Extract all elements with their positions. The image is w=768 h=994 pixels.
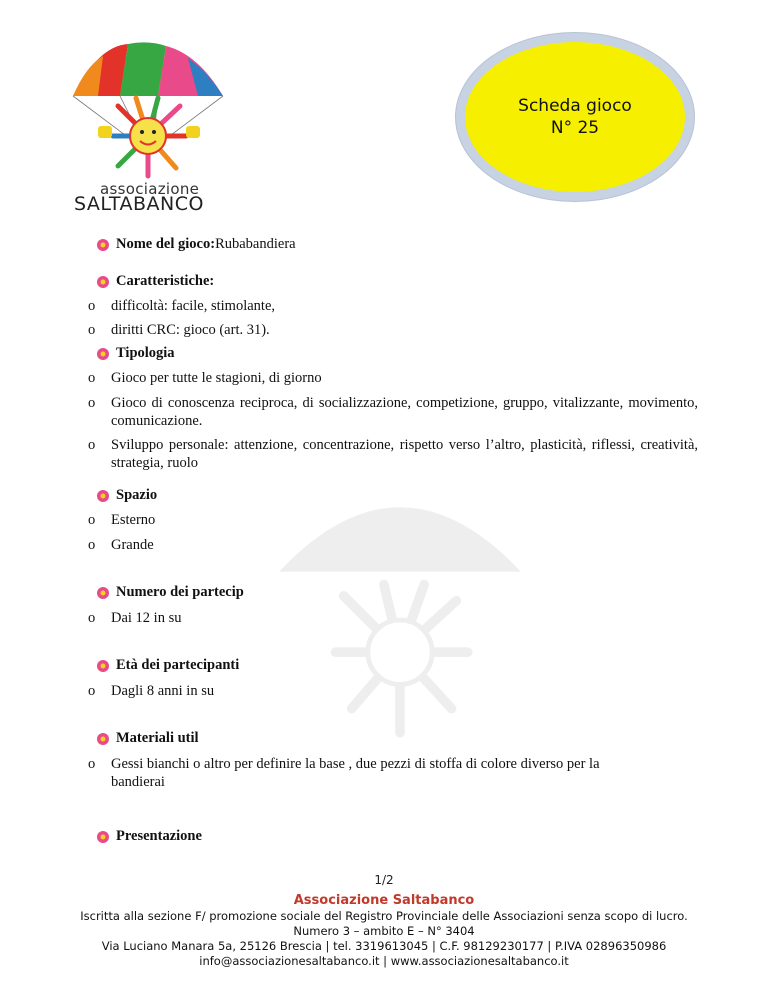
footer-address: Via Luciano Manara 5a, 25126 Brescia | tel. 3319613045 | C.F. 98129230177 | P.IVA 02896350986 [101, 939, 667, 953]
footer-title: Associazione Saltabanco [293, 893, 475, 908]
list-item: o Gioco di conoscenza reciproca, di socializzazione, competizione, gruppo, vitalizzante, movimento, comunicazione. [88, 395, 698, 429]
section-label-spazio: Spazio [116, 487, 158, 503]
flower-icon [96, 830, 110, 844]
section-presentazione [96, 828, 202, 845]
section-numero [96, 584, 244, 601]
list-item: o Dagli 8 anni in su [88, 683, 215, 699]
section-label-eta: Età dei partecipanti [116, 657, 240, 673]
section-label-numero: Numero dei partecip [116, 584, 244, 600]
list-item: o Grande [88, 537, 154, 553]
section-label-presentazione: Presentazione [116, 828, 202, 844]
badge-title: Scheda gioco [518, 96, 632, 116]
footer-number: Numero 3 – ambito E – N° 3404 [293, 924, 475, 938]
list-item: o difficoltà: facile, stimolante, [88, 298, 276, 314]
flower-icon [96, 275, 110, 289]
flower-icon [96, 586, 110, 600]
section-caratteristiche [96, 273, 214, 290]
section-label-materiali: Materiali util [116, 730, 199, 746]
flower-icon [96, 238, 110, 252]
flower-icon [96, 489, 110, 503]
flower-icon [96, 732, 110, 746]
section-nome [96, 236, 296, 253]
list-item: o Dai 12 in su [88, 610, 182, 626]
flower-icon [96, 347, 110, 361]
logo-title: SALTABANCO [74, 193, 204, 215]
section-materiali [96, 730, 199, 747]
badge-number: N° 25 [550, 118, 600, 138]
list-item: o Esterno [88, 512, 156, 528]
section-label-tipologia: Tipologia [116, 345, 175, 361]
page-number: 1/2 [374, 873, 394, 887]
list-item: o Gioco per tutte le stagioni, di giorno [88, 370, 322, 386]
section-label-nome: Nome del gioco: [116, 236, 216, 252]
list-item: o Gessi bianchi o altro per definire la base , due pezzi di stoffa di colore diverso per la bandierai [88, 756, 600, 790]
section-tipologia [96, 345, 175, 362]
section-eta [96, 657, 239, 674]
flower-icon [96, 659, 110, 673]
footer-contacts: info@associazionesaltabanco.it | www.associazionesaltabanco.it [199, 954, 569, 968]
list-item: o Sviluppo personale: attenzione, concentrazione, rispetto verso l’altro, plasticità, riflessi, creatività, strategia, ruolo [88, 437, 698, 471]
section-label-caratteristiche: Caratteristiche: [116, 273, 215, 289]
footer-registration: Iscritta alla sezione F/ promozione sociale del Registro Provinciale delle Associazioni senza scopo di lucro. [80, 909, 688, 923]
list-item: o diritti CRC: gioco (art. 31). [88, 322, 270, 338]
section-spazio [96, 487, 157, 504]
game-card-badge [465, 42, 685, 192]
logo-subtitle: associazione [100, 180, 200, 198]
game-name: Rubabandiera [215, 236, 296, 252]
